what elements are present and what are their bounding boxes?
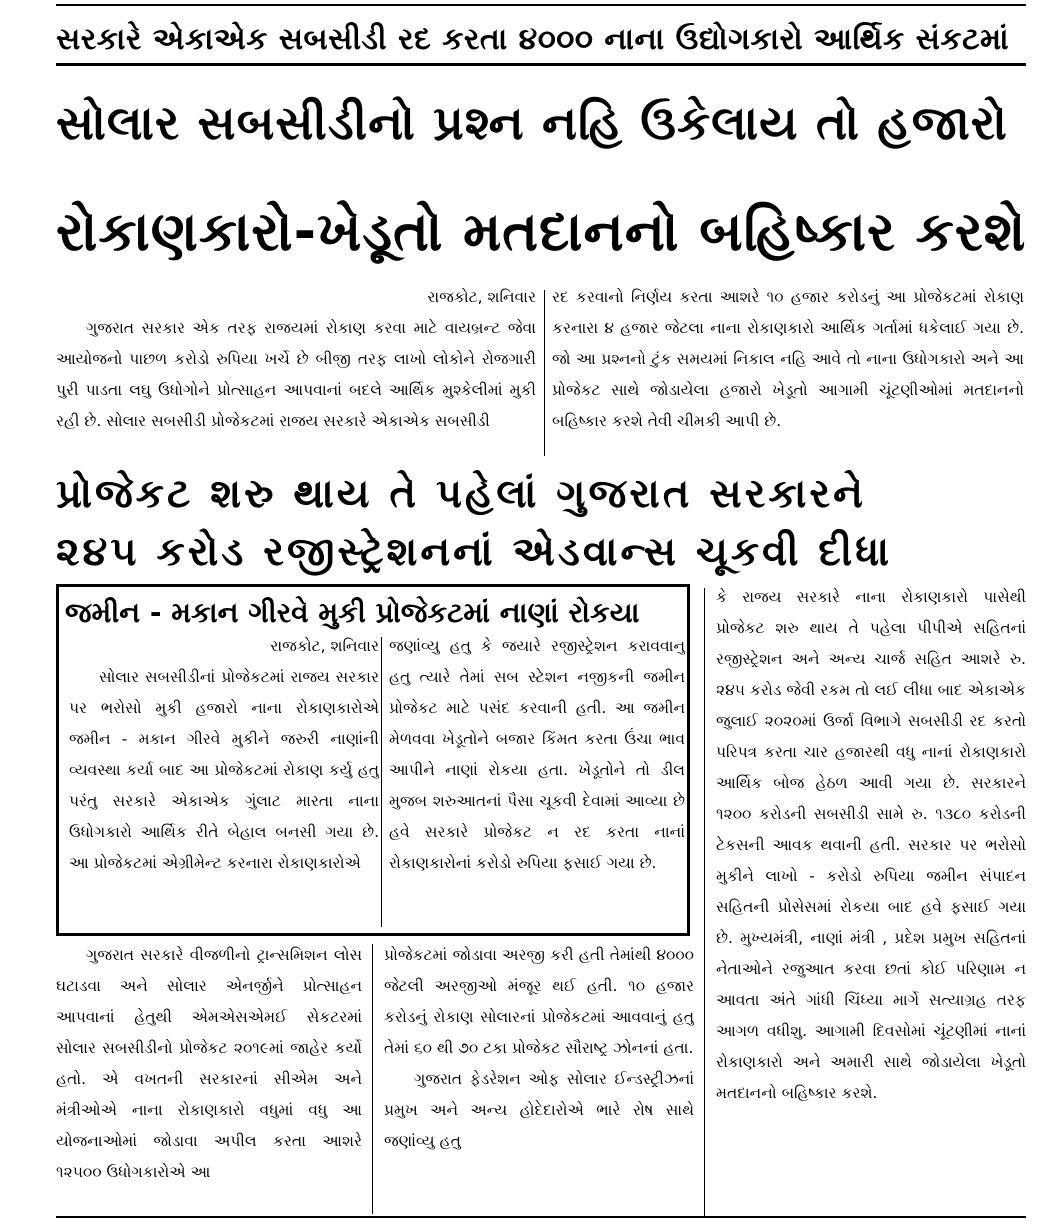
- subheadline-line-2: ૨૪૫ કરોડ રજીસ્ટ્રેશનનાં એડવાન્સ ચૂકવી દીધા: [56, 529, 893, 575]
- intro-left-column: [56, 282, 536, 462]
- lower-middle-text-1: પ્રોજેકટમાં જોડાવા અરજી કરી હતી તેમાંથી ૪૦૦૦ જેટલી અરજીઓ મંજૂર થઈ હતી. ૧૦ હજાર કરોડનું રોકાણ સોલારનાં પ્રોજેકટમાં આવવાનું હતુ તેમાં ૬૦ થી ૭૦ ટકા પ્રોજેકટ સૌરાષ્ટ્ર ઝોનનાં હતા.: [384, 946, 694, 1057]
- lower-middle-text-2: ગુજરાત ફેડરેશન ઓફ સોલાર ઈન્ડસ્ટ્રીઝનાં પ્રમુખ અને અન્ય હોદેદારોએ ભારે રોષ સાથે જણાંવ્યુ હતુ: [384, 1070, 694, 1150]
- boxed-story-left-text: સોલાર સબસીડીનાં પ્રોજેકટમાં રાજય સરકાર પર ભરોસો મુકી હજારો નાના રોકાણકારોએ જમીન - મકાન ગીરવે મુકીને જરુરી નાણાંની વ્યવસ્થા કર્યા બાદ આ પ્રોજેકટમાં રોકાણ કર્યુ હતુ પરંતુ સરકારે એકાએક ગુંલાટ મારતા નાના ઉધોગકારો આર્થિક રીતે બેહાલ બનસી ગયા છે. આ પ્રોજેકટમાં એગ્રીમેન્ટ કરનારા રોકાણકારોએ: [69, 668, 379, 872]
- intro-right-column: [552, 282, 1024, 462]
- right-column-text: કે રાજય સરકારે નાના રોકાણકારો પાસેથી પ્રોજેકટ શરુ થાય તે પહેલા પીપીએ સહિતનાં રજીસ્ટ્રેશન અને અન્ય ચાર્જ સહિત આશરે રુ. ૨૪૫ કરોડ જેવી રકમ તો લઈ લીધા બાદ એકાએક જુલાઈ ૨૦૨૦માં ઉર્જા વિભાગે સબસીડી રદ કરતો પરિપત્ર કરતા ચાર હજારથી વધુ નાનાં રોકાણકારો આર્થિક બોજ હેઠળ આવી ગયા છે. સરકારને ૧૨૦૦ કરોડની સબસીડી સામે રુ. ૧૩૮૦ કરોડની ટેકસની આવક થવાની હતી. સરકાર પર ભરોસો મુકીને લાખો - કરોડો રુપિયા જમીન સંપાદન સહિતની પ્રોસેસમાં રોકયા બાદ હવે ફસાઈ ગયા છે. મુખ્યમંત્રી, નાણાં મંત્રી , પ્રદેશ પ્રમુખ સહિતનાં નેતાઓને રજુઆત કરવા છતાં કોઈ પરિણામ ન આવતા અંતે ગાંધી ચિંધ્યા માર્ગે સત્યાગ્રહ તરફ આગળ વધીશુ. આગામી દિવસોમાં ચૂંટણીમાં નાનાં રોકાણકારો અને અમારી સાથે જોડાયેલા ખેડૂતો મતદાનનો બહિષ્કાર કરશે.: [716, 588, 1026, 1102]
- kicker-headline: સરકારે એકાએક સબસીડી રદ કરતા ૪૦૦૦ નાના ઉદ્યોગકારો આર્થિક સંકટમાં: [56, 14, 1026, 66]
- intro-left-text: ગુજરાત સરકાર એક તરફ રાજયમાં રોકાણ કરવા માટે વાયબ્રન્ટ જેવા આયોજનો પાછળ કરોડો રુપિયા ખર્ચે છે બીજી તરફ લાખો લોકોને રોજગારી પુરી પાડતા લઘુ ઉધોગોને પ્રોત્સાહન આપવાનાં બદલે આર્થિક મુશ્કેલીમાં મુકી રહી છે. સોલાર સબસીડી પ્રોજેકટમાં રાજય સરકારે એકાએક સબસીડી: [56, 319, 536, 430]
- intro-column-divider: [544, 290, 545, 456]
- main-headline-line-2: રોકાણકારો-ખેડૂતો મતદાનનો બહિષ્કાર કરશે: [56, 200, 1026, 263]
- main-headline-line-1: સોલાર સબસીડીનો પ્રશ્ન નહિ ઉકેલાય તો હજારો: [56, 96, 1008, 151]
- right-column-divider: [704, 588, 705, 1216]
- right-column: [716, 582, 1026, 1222]
- bottom-rule: [56, 1216, 1026, 1218]
- boxed-story-left-column: [69, 631, 379, 931]
- intro-dateline: રાજકોટ, શનિવાર: [427, 288, 536, 306]
- subheadline-line-1: પ્રોજેકટ શરુ થાય તે પહેલાં ગુજરાત સરકારને: [56, 471, 866, 517]
- boxed-story-right-column: [389, 631, 685, 931]
- lower-middle-column: [384, 940, 694, 1218]
- lower-column-divider-1: [372, 944, 373, 1214]
- top-rule: [56, 0, 1026, 6]
- boxed-story-dateline: રાજકોટ, શનિવાર: [270, 637, 379, 655]
- lower-left-text: ગુજરાત સરકારે વીજળીનો ટ્રાન્સમિશન લોસ ઘટાડવા અને સોલાર એનર્જીને પ્રોત્સાહન આપવાનાં હેતુથી એમએસએમઈ સેકટરમાં સોલાર સબસીડીનો પ્રોજેકટ ૨૦૧૯માં જાહેર કર્યો હતો. એ વખતની સરકારનાં સીએમ અને મંત્રીઓએ નાના રોકાણકારો વધુમાં વધુ આ યોજનાઓમાં જોડાવા અપીલ કરતા આશરે ૧૨૫૦૦ ઉધોગકારોએ આ: [56, 946, 362, 1181]
- intro-right-text: રદ કરવાનો નિર્ણય કરતા આશરે ૧૦ હજાર કરોડનું આ પ્રોજેકટમાં રોકાણ કરનારા ૪ હજાર જેટલા નાના રોકાણકારો આર્થિક ગર્તામાં ધકેલાઈ ગયા છે. જો આ પ્રશ્નનો ટુંક સમયમાં નિકાલ નહિ આવે તો નાના ઉધોગકારો અને આ પ્રોજેકટ સાથે જોડાયેલા હજારો ખેડૂતો આગામી ચૂંટણીઓમાં મતદાનનો બહિષ્કાર કરશે તેવી ચીમકી આપી છે.: [552, 288, 1024, 430]
- boxed-story-right-text: જણાંવ્યુ હતુ કે જયારે રજીસ્ટ્રેશન કરાવવાનુ હતુ ત્યારે તેમાં સબ સ્ટેશન નજીકની જમીન પ્રોજેકટ માટે પસંદ કરવાની હતી. આ જમીન મેળવવા ખેડૂતોને બજાર કિંમત કરતા ઉંચા ભાવ આપીને નાણાં રોકયા હતા. ખેડૂતોને તો ડીલ મુજબ શરુઆતનાં પૈસા ચૂકવી દેવામાં આવ્યા છે હવે સરકારે પ્રોજેકટ ન રદ કરતા નાનાં રોકાણકારોનાં કરોડો રુપિયા ફસાઈ ગયા છે.: [389, 637, 685, 872]
- boxed-story: [56, 584, 690, 936]
- boxed-story-title: જમીન - મકાન ગીરવે મુકી પ્રોજેકટમાં નાણાં રોકયા: [65, 596, 640, 629]
- boxed-story-divider: [381, 637, 382, 927]
- lower-left-column: [56, 940, 362, 1218]
